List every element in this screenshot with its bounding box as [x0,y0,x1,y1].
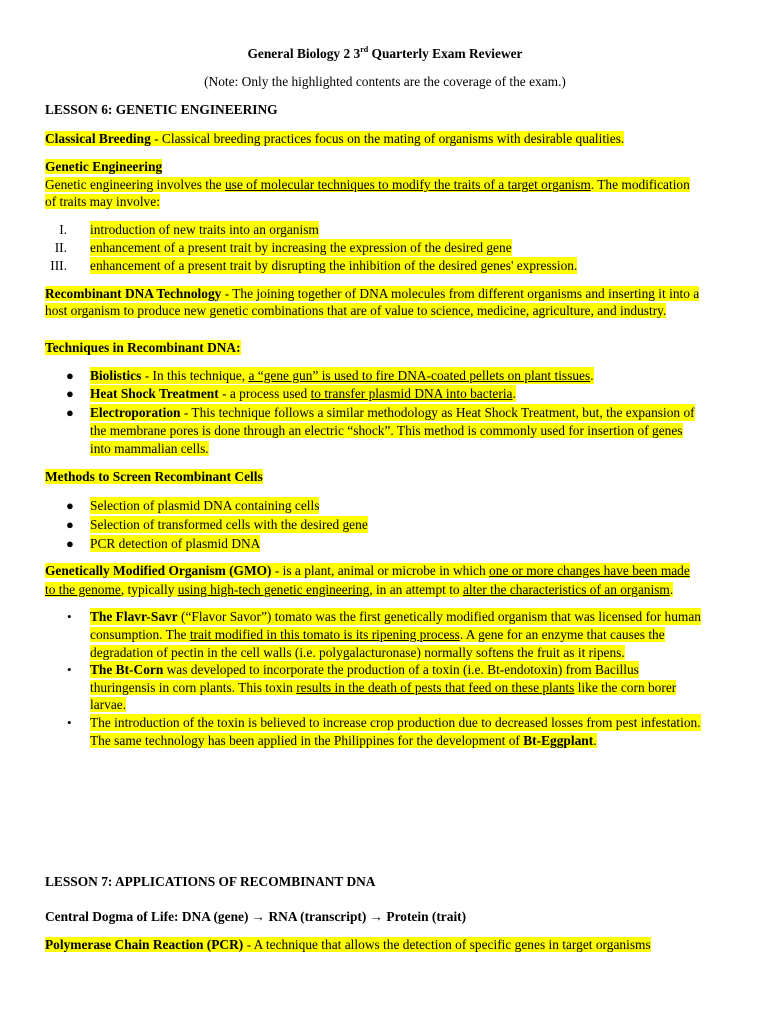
pcr-paragraph: Polymerase Chain Reaction (PCR) - A technique that allows the detection of specific genes in target organisms [45,937,651,952]
rdna-paragraph-line1: Recombinant DNA Technology - The joining together of DNA molecules from different organisms and inserting it into a [45,286,700,301]
techniques-heading: Techniques in Recombinant DNA: [45,340,241,355]
flavr-savr-line3: degradation of pectin in the cell walls (i.e. polygalacturonase) normally softens the fruit as it ripens. [90,645,625,660]
electroporation-line3: into mammalian cells. [90,441,209,456]
rdna-paragraph-line2: host organism to produce new genetic combinations that are of value to science, medicine, agriculture, and industry. [45,303,667,318]
coverage-note: (Note: Only the highlighted contents are the coverage of the exam.) [204,74,566,89]
lesson6-heading: LESSON 6: GENETIC ENGINEERING [45,102,278,117]
flavr-savr-line2: consumption. The trait modified in this tomato is its ripening process. A gene for an enzyme that causes the [90,627,665,642]
ge-paragraph-line1: Genetic engineering involves the use of molecular techniques to modify the traits of a target organism. The modification [45,177,690,192]
document-title: General Biology 2 3rd Quarterly Exam Reviewer [247,44,523,61]
bt-corn-line3: larvae. [90,697,127,712]
central-dogma: Central Dogma of Life: DNA (gene) → RNA (transcript) → Protein (trait) [45,909,467,924]
gmo-paragraph-line2: to the genome, typically using high-tech genetic engineering, in an attempt to alter the characteristics of an organism. [45,582,674,597]
toxin-line2: The same technology has been applied in the Philippines for the development of Bt-Eggplant. [90,733,597,748]
gmo-paragraph-line1: Genetically Modified Organism (GMO) - is a plant, animal or microbe in which one or more changes have been made [45,563,690,578]
genetic-engineering-heading: Genetic Engineering [45,159,163,174]
electroporation-line2: the membrane pores is done through an electric “shock”. This method is commonly used for insertion of genes [90,423,683,438]
screen-methods-heading: Methods to Screen Recombinant Cells [45,469,263,484]
lesson7-heading: LESSON 7: APPLICATIONS OF RECOMBINANT DNA [45,874,376,889]
ge-paragraph-line2: of traits may involve: [45,194,160,209]
classical-breeding-paragraph: Classical Breeding - Classical breeding practices focus on the mating of organisms with desirable qualities. [45,131,625,146]
bt-corn-line2: thuringensis in corn plants. This toxin results in the death of pests that feed on these plants like the corn borer [90,680,677,695]
